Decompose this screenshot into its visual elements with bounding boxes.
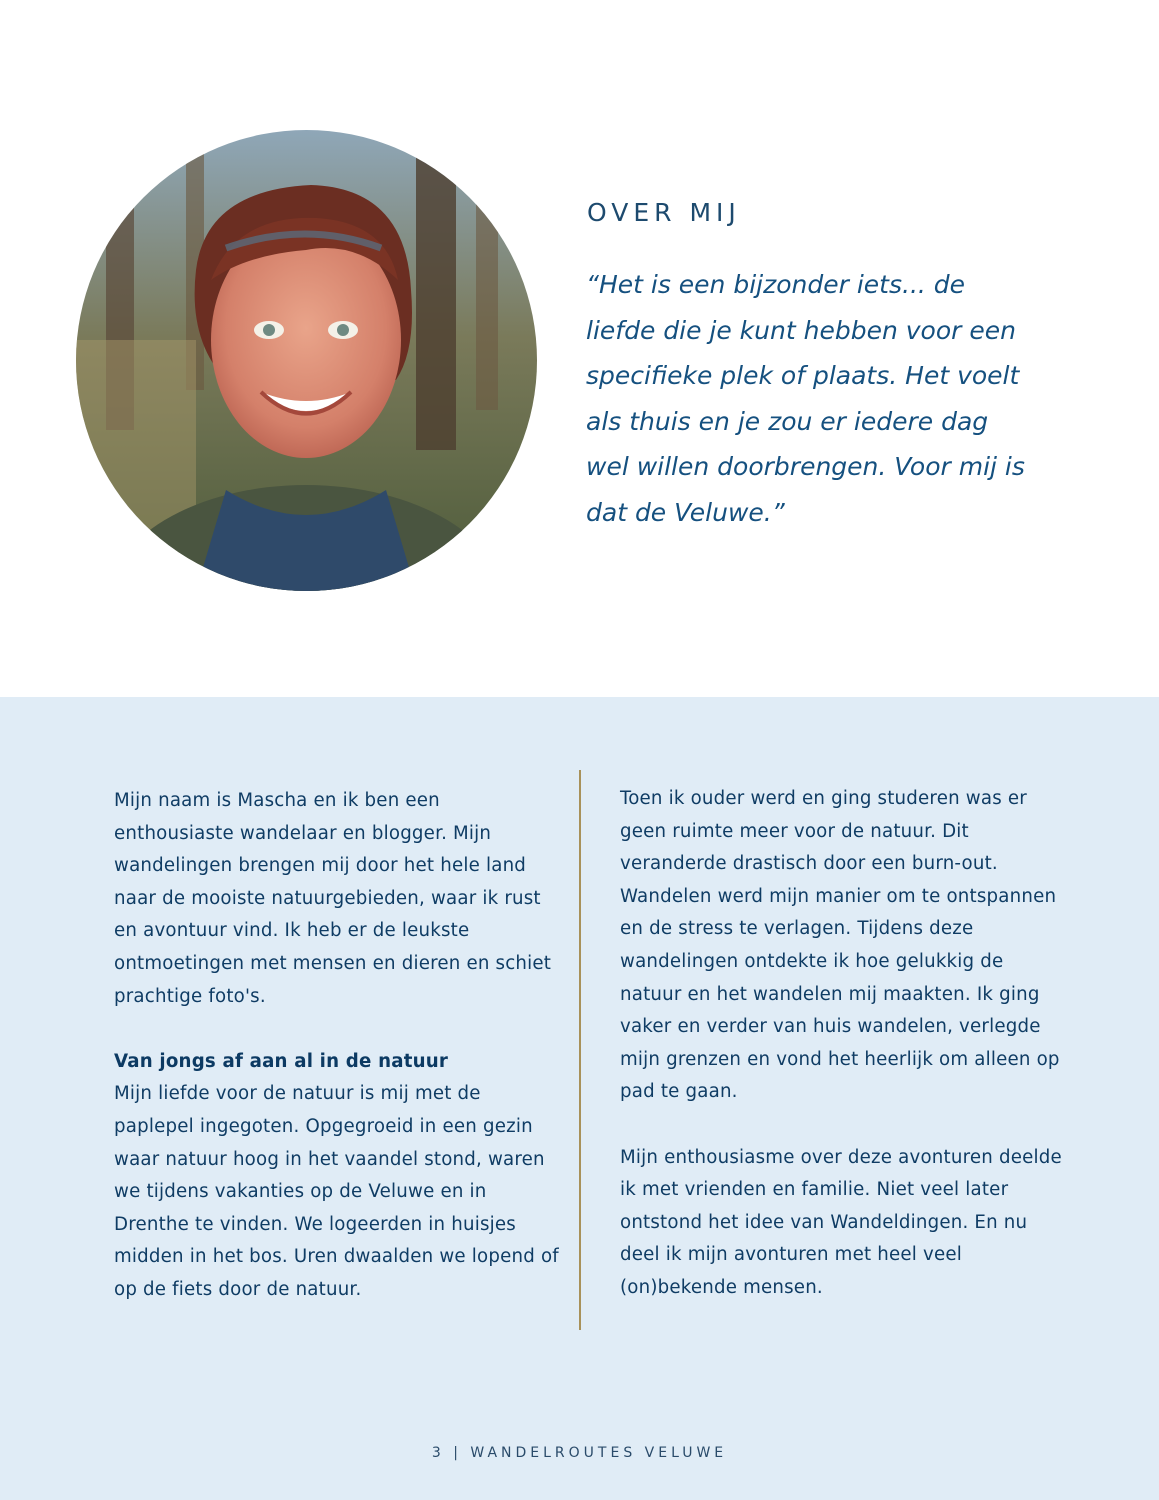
- right-column: [620, 783, 1065, 1305]
- biography-section: [0, 697, 1159, 1500]
- left-column: [114, 785, 559, 1307]
- wandeldingen-paragraph: Mijn enthousiasme over deze avonturen deelde ik met vrienden en familie. Niet veel later ontstond het idee van Wandeldingen. En nu deel ik mijn avonturen met heel veel (on)bekende mensen.: [620, 1146, 1062, 1298]
- section-heading: OVER MIJ: [587, 198, 741, 227]
- quote-text: “Het is een bijzonder iets... de liefde die je kunt hebben voor een specifieke plek of plaats. Het voelt als thuis en je zou er iedere dag wel willen doorbrengen. Voor mij is dat de Veluwe.”: [586, 270, 1025, 527]
- portrait-photo: [76, 130, 537, 591]
- paragraph-spacer: [114, 1013, 559, 1046]
- burnout-paragraph: Toen ik ouder werd en ging studeren was er geen ruimte meer voor de natuur. Dit veranderde drastisch door een burn-out. Wandelen werd mijn manier om te ontspannen en de stress te verlagen. Tijdens deze wandelingen ontdekte ik hoe gelukkig de natuur en het wandelen mij maakten. Ik ging vaker en verder van huis wandelen, verlegde mijn grenzen en vond het heerlijk om alleen op pad te gaan.: [620, 788, 1060, 1103]
- about-header-section: [0, 0, 1159, 697]
- portrait-illustration: [76, 130, 537, 591]
- story-paragraph: Mijn liefde voor de natuur is mij met de paplepel ingegoten. Opgegroeid in een gezin waar natuur hoog in het vaandel stond, waren we tijdens vakanties op de Veluwe en in Drenthe te vinden. We logeerden in huisjes midden in het bos. Uren dwaalden we lopend of op de fiets door de natuur.: [114, 1083, 559, 1300]
- paragraph-spacer: [620, 1109, 1065, 1142]
- column-divider: [579, 770, 581, 1330]
- intro-paragraph: Mijn naam is Mascha en ik ben een enthousiaste wandelaar en blogger. Mijn wandelingen brengen mij door het hele land naar de mooiste natuurgebieden, waar ik rust en avontuur vind. Ik heb er de leukste ontmoetingen met mensen en dieren en schiet prachtige foto's.: [114, 790, 552, 1007]
- subheading: Van jongs af aan al in de natuur: [114, 1050, 449, 1072]
- page-footer: 3 | WANDELROUTES VELUWE: [431, 1445, 728, 1461]
